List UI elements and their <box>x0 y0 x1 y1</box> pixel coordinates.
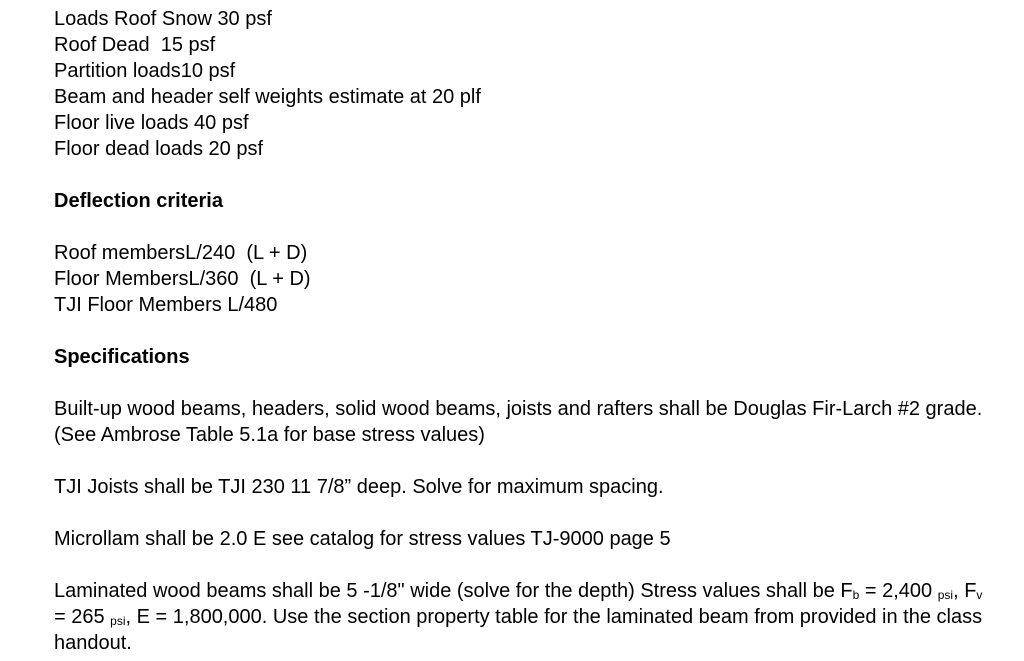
deflection-tji-floor: TJI Floor Members L/480 <box>54 294 278 316</box>
spec-lam-text-5: , E = 1,800,000. Use the section property table for the laminated beam from provided in the class handout. <box>54 606 983 654</box>
load-partition: Partition loads10 psf <box>54 60 236 82</box>
psi-unit-1: psi <box>937 588 954 602</box>
spec-built-up-wood: Built-up wood beams, headers, solid wood beams, joists and rafters shall be Douglas Fir-Larch #2 grade. (See Ambrose Table 5.1a for base stress values) <box>54 398 983 446</box>
deflection-heading: Deflection criteria <box>54 190 223 212</box>
psi-unit-2: psi <box>110 614 126 628</box>
load-floor-dead: Floor dead loads 20 psf <box>54 138 264 160</box>
spec-microllam: Microllam shall be 2.0 E see catalog for stress values TJ-9000 page 5 <box>54 528 671 550</box>
fv-subscript: v <box>976 588 983 602</box>
specifications-heading: Specifications <box>54 346 190 368</box>
spec-lam-text-2: = 2,400 <box>859 580 933 602</box>
load-floor-live: Floor live loads 40 psf <box>54 112 249 134</box>
deflection-floor: Floor MembersL/360 (L + D) <box>54 268 311 290</box>
fb-subscript: b <box>852 588 860 602</box>
spec-tji-joists: TJI Joists shall be TJI 230 11 7/8” deep. Solve for maximum spacing. <box>54 476 664 498</box>
spec-lam-text-4: = 265 <box>54 606 105 628</box>
spec-laminated-beams <box>54 578 994 656</box>
spec-lam-text-1: Laminated wood beams shall be 5 -1/8" wide (solve for the depth) Stress values shall be F <box>54 580 853 602</box>
load-roof-dead: Roof Dead 15 psf <box>54 34 216 56</box>
load-beam-self-weight: Beam and header self weights estimate at 20 plf <box>54 86 481 108</box>
load-roof-snow: Loads Roof Snow 30 psf <box>54 8 272 30</box>
spec-lam-text-3: , F <box>953 580 977 602</box>
document-body <box>54 6 994 656</box>
deflection-roof: Roof membersL/240 (L + D) <box>54 242 308 264</box>
